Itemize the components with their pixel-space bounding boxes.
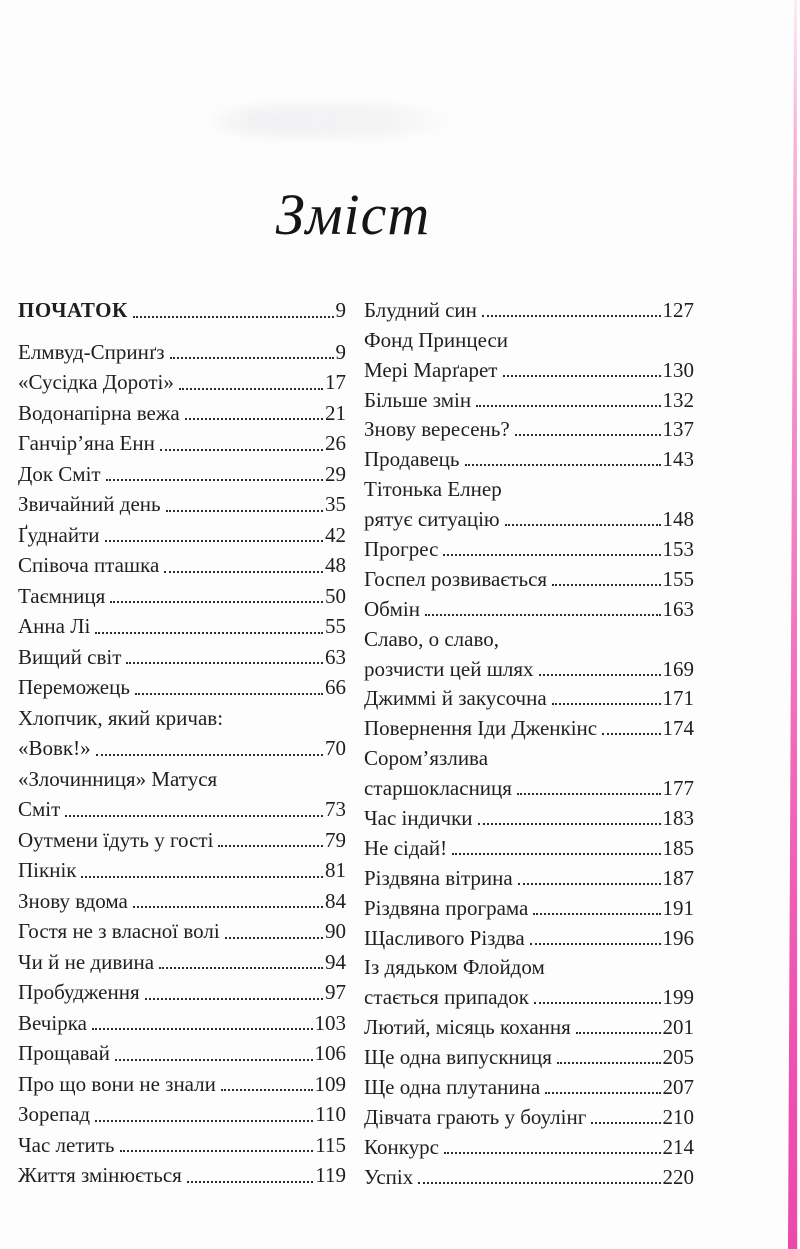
dotted-leader bbox=[185, 418, 323, 420]
toc-entry-title: Конкурс bbox=[364, 1134, 439, 1159]
toc-entry-title: Фонд Принцеси bbox=[364, 327, 509, 352]
toc-entry-page-number: 26 bbox=[325, 431, 346, 456]
toc-entry-title: Щасливого Різдва bbox=[364, 925, 525, 950]
dotted-leader bbox=[539, 674, 661, 676]
dotted-leader bbox=[133, 316, 334, 318]
toc-entry-title: Вищий світ bbox=[18, 644, 122, 669]
toc-entry-page-number: 196 bbox=[662, 925, 694, 950]
toc-entry-title: Обмін bbox=[364, 596, 421, 621]
toc-entry-page-number: 66 bbox=[325, 675, 346, 700]
dotted-leader bbox=[115, 1059, 313, 1061]
toc-entry bbox=[18, 1034, 346, 1065]
toc-entry-title: Чи й не дивина bbox=[18, 949, 155, 974]
dotted-leader bbox=[515, 434, 661, 436]
toc-entry bbox=[364, 440, 694, 470]
toc-entry-page-number: 106 bbox=[314, 1041, 346, 1066]
toc-entry bbox=[364, 859, 694, 889]
dotted-leader bbox=[133, 906, 323, 908]
dotted-leader bbox=[95, 632, 323, 634]
toc-entry bbox=[18, 394, 346, 425]
toc-entry-title: Час летить bbox=[18, 1132, 115, 1157]
toc-entry bbox=[364, 949, 694, 979]
toc-entry-page-number: 55 bbox=[325, 614, 346, 639]
toc-entry-title: Елмвуд-Спринґз bbox=[18, 339, 165, 364]
toc-entry-page-number: 21 bbox=[325, 400, 346, 425]
toc-entry-page-number: 81 bbox=[325, 858, 346, 883]
toc-entry-title: Не сідай! bbox=[364, 835, 448, 860]
dotted-leader bbox=[166, 510, 323, 512]
dotted-leader bbox=[452, 853, 660, 855]
dotted-leader bbox=[164, 571, 323, 573]
dotted-leader bbox=[557, 1062, 661, 1064]
toc-entry bbox=[364, 650, 694, 680]
toc-entry-title: Вечірка bbox=[18, 1010, 87, 1035]
toc-entry bbox=[364, 1128, 694, 1158]
toc-entry-page-number: 148 bbox=[662, 507, 694, 532]
toc-entry-title: Ганчір’яна Енн bbox=[18, 431, 155, 456]
toc-entry-page-number: 155 bbox=[662, 566, 694, 591]
toc-entry bbox=[364, 470, 694, 500]
toc-entry-title: Хлопчик, який кричав: bbox=[18, 705, 224, 730]
toc-entry-page-number: 17 bbox=[325, 370, 346, 395]
dotted-leader bbox=[160, 449, 323, 451]
toc-entry-title: Сором’язлива bbox=[364, 746, 489, 771]
dotted-leader bbox=[444, 1152, 661, 1154]
toc-entry-title: Переможець bbox=[18, 675, 130, 700]
toc-entry bbox=[18, 851, 346, 882]
toc-entry-title: Джиммі й закусочна bbox=[364, 686, 547, 711]
toc-entry bbox=[18, 455, 346, 486]
toc-entry bbox=[18, 699, 346, 730]
dotted-leader bbox=[96, 754, 323, 756]
toc-entry bbox=[18, 577, 346, 608]
toc-entry bbox=[364, 590, 694, 620]
toc-entry-title: Ще одна плутанина bbox=[364, 1075, 541, 1099]
dotted-leader bbox=[225, 937, 323, 939]
toc-entry-title: Повернення Іди Дженкінс bbox=[364, 716, 598, 741]
toc-entry-title: Більше змін bbox=[364, 387, 472, 412]
dotted-leader bbox=[517, 793, 661, 795]
toc-entry-page-number: 132 bbox=[662, 387, 694, 412]
toc-column-left bbox=[18, 291, 346, 1188]
toc-entry-title: Таємниця bbox=[18, 583, 106, 608]
dotted-leader bbox=[120, 1150, 314, 1152]
toc-entry bbox=[364, 500, 694, 530]
toc-entry-page-number: 35 bbox=[325, 492, 346, 517]
dotted-leader bbox=[126, 662, 323, 664]
dotted-leader bbox=[552, 584, 660, 586]
dotted-leader bbox=[418, 1182, 660, 1184]
toc-entry-title: Співоча пташка bbox=[18, 553, 160, 578]
toc-entry-title: Час індички bbox=[364, 805, 473, 830]
dotted-leader bbox=[92, 1028, 313, 1030]
toc-entry-page-number: 94 bbox=[325, 949, 346, 974]
toc-entry bbox=[364, 321, 694, 351]
toc-entry-page-number: 48 bbox=[325, 553, 346, 578]
toc-entry bbox=[18, 760, 346, 791]
toc-entry bbox=[364, 1158, 694, 1188]
toc-entry-page-number: 110 bbox=[315, 1102, 346, 1127]
toc-entry-title: Славо, о славо, bbox=[364, 626, 499, 651]
toc-entry-title: Лютий, місяць кохання bbox=[364, 1015, 571, 1040]
toc-entry-title: Життя змінюється bbox=[18, 1163, 182, 1188]
toc-entry-title: розчисти цей шлях bbox=[364, 656, 534, 681]
toc-entry-page-number: 130 bbox=[662, 357, 694, 382]
toc-entry-title: стається припадок bbox=[364, 985, 529, 1010]
toc-entry bbox=[18, 790, 346, 821]
toc-entry bbox=[364, 799, 694, 829]
toc-entry-title: Дівчата грають у боулінг bbox=[364, 1104, 587, 1129]
toc-entry-title: Мері Марґарет bbox=[364, 357, 498, 382]
dotted-leader bbox=[534, 1002, 661, 1004]
dotted-leader bbox=[503, 375, 661, 377]
toc-entry-page-number: 143 bbox=[662, 447, 694, 472]
toc-entry-page-number: 185 bbox=[662, 835, 694, 860]
toc-entry-title: рятує ситуацію bbox=[364, 507, 500, 532]
toc-entry-page-number: 115 bbox=[315, 1132, 346, 1157]
toc-entry-page-number: 171 bbox=[662, 686, 694, 711]
dotted-leader bbox=[443, 554, 660, 556]
toc-entry-title: «Сусідка Дороті» bbox=[18, 370, 174, 395]
toc-entry-title: Пробудження bbox=[18, 980, 140, 1005]
toc-entry-page-number: 153 bbox=[662, 536, 694, 561]
toc-entry bbox=[364, 680, 694, 710]
dotted-leader bbox=[159, 967, 323, 969]
dotted-leader bbox=[545, 1092, 660, 1094]
book-fore-edge-strip bbox=[788, 0, 798, 1249]
dotted-leader bbox=[576, 1032, 661, 1034]
dotted-leader bbox=[170, 357, 334, 359]
dotted-leader bbox=[476, 405, 660, 407]
toc-entry-title: Різдвяна вітрина bbox=[364, 865, 513, 890]
toc-entry-page-number: 84 bbox=[325, 888, 346, 913]
toc-entry bbox=[364, 530, 694, 560]
dotted-leader bbox=[505, 524, 661, 526]
toc-entry-title: Анна Лі bbox=[18, 614, 91, 639]
toc-entry-title: Гостя не з власної волі bbox=[18, 919, 220, 944]
toc-column-right bbox=[364, 291, 694, 1188]
toc-entry bbox=[364, 769, 694, 799]
toc-entry-title: Госпел розвивається bbox=[364, 566, 548, 591]
toc-entry-page-number: 205 bbox=[662, 1045, 694, 1070]
dotted-leader bbox=[135, 693, 323, 695]
toc-entry bbox=[364, 291, 694, 321]
dotted-leader bbox=[179, 388, 323, 390]
dotted-leader bbox=[425, 614, 660, 616]
toc-entry-page-number: 163 bbox=[662, 596, 694, 621]
dotted-leader bbox=[602, 733, 660, 735]
toc-entry-page-number: 73 bbox=[325, 797, 346, 822]
toc-entry-page-number: 42 bbox=[325, 522, 346, 547]
dotted-leader bbox=[110, 601, 323, 603]
toc-entry bbox=[18, 546, 346, 577]
page-title: Зміст bbox=[275, 182, 431, 247]
toc-entry-page-number: 79 bbox=[325, 827, 346, 852]
toc-entry-page-number: 169 bbox=[662, 656, 694, 681]
dotted-leader bbox=[552, 703, 661, 705]
toc-entry bbox=[364, 1038, 694, 1068]
toc-entry bbox=[18, 1126, 346, 1157]
dotted-leader bbox=[218, 845, 323, 847]
toc-entry bbox=[18, 973, 346, 1004]
toc-entry-page-number: 127 bbox=[662, 297, 694, 322]
dotted-leader bbox=[221, 1089, 313, 1091]
toc-entry bbox=[364, 829, 694, 859]
toc-entry bbox=[18, 1004, 346, 1035]
toc-entry-title: Успіх bbox=[364, 1164, 414, 1189]
toc-entry bbox=[364, 1008, 694, 1038]
dotted-leader bbox=[533, 913, 660, 915]
toc-entry bbox=[18, 912, 346, 943]
toc-entry bbox=[18, 1065, 346, 1096]
toc-entry-page-number: 29 bbox=[325, 461, 346, 486]
toc-entry-page-number: 103 bbox=[314, 1010, 346, 1035]
dotted-leader bbox=[145, 998, 323, 1000]
toc-entry-page-number: 220 bbox=[662, 1164, 694, 1189]
toc-entry-page-number: 9 bbox=[335, 339, 346, 364]
dotted-leader bbox=[105, 540, 323, 542]
toc-entry-page-number: 97 bbox=[325, 980, 346, 1005]
toc-entry-title: Сміт bbox=[18, 797, 61, 822]
toc-entry bbox=[364, 351, 694, 381]
dotted-leader bbox=[95, 1120, 313, 1122]
toc-entry-title: Продавець bbox=[364, 447, 460, 472]
dotted-leader bbox=[465, 464, 661, 466]
toc-entry-page-number: 199 bbox=[662, 985, 694, 1010]
dotted-leader bbox=[81, 876, 323, 878]
toc-entry bbox=[364, 889, 694, 919]
toc-entry bbox=[18, 668, 346, 699]
dotted-leader bbox=[591, 1122, 660, 1124]
toc-entry bbox=[18, 882, 346, 913]
toc-entry bbox=[18, 333, 346, 364]
toc-entry-title: «Вовк!» bbox=[18, 736, 91, 761]
toc-entry-page-number: 187 bbox=[662, 865, 694, 890]
toc-entry-title: Про що вони не знали bbox=[18, 1071, 216, 1096]
toc-entry bbox=[364, 709, 694, 739]
toc-entry-title: Зорепад bbox=[18, 1102, 91, 1127]
toc-entry bbox=[18, 1095, 346, 1126]
toc-entry-page-number: 109 bbox=[314, 1071, 346, 1096]
toc-entry-page-number: 50 bbox=[325, 583, 346, 608]
toc-entry-title: «Злочинниця» Матуся bbox=[18, 766, 218, 791]
toc-entry-page-number: 177 bbox=[662, 776, 694, 801]
toc-entry bbox=[18, 729, 346, 760]
toc-entry bbox=[364, 978, 694, 1008]
toc-entry bbox=[364, 381, 694, 411]
toc-entry bbox=[18, 485, 346, 516]
toc-entry-title: Різдвяна програма bbox=[364, 895, 529, 920]
toc-entry bbox=[364, 739, 694, 769]
toc-entry-title: Пікнік bbox=[18, 858, 77, 883]
toc-entry-title: Блудний син bbox=[364, 297, 477, 322]
toc-entry-title: Знову вдома bbox=[18, 888, 128, 913]
toc-entry bbox=[18, 638, 346, 669]
toc-entry bbox=[18, 291, 346, 322]
toc-entry-title: Оутмени їдуть у гості bbox=[18, 827, 214, 852]
dotted-leader bbox=[65, 815, 323, 817]
toc-entry-page-number: 207 bbox=[662, 1075, 694, 1099]
dotted-leader bbox=[478, 823, 661, 825]
toc-entry-title: Док Сміт bbox=[18, 461, 101, 486]
dotted-leader bbox=[187, 1181, 313, 1183]
toc-entry bbox=[18, 607, 346, 638]
toc-entry-page-number: 174 bbox=[662, 716, 694, 741]
table-of-contents bbox=[18, 291, 694, 1188]
toc-entry-page-number: 191 bbox=[662, 895, 694, 920]
toc-entry-page-number: 183 bbox=[662, 805, 694, 830]
toc-entry-title: Знову вересень? bbox=[364, 417, 510, 442]
toc-entry-title: старшокласниця bbox=[364, 776, 512, 801]
toc-entry-page-number: 119 bbox=[315, 1163, 346, 1188]
toc-entry-title: Ґуднайти bbox=[18, 522, 100, 547]
toc-entry bbox=[364, 560, 694, 590]
toc-entry bbox=[18, 943, 346, 974]
toc-entry bbox=[364, 919, 694, 949]
toc-entry bbox=[364, 620, 694, 650]
toc-entry bbox=[18, 1156, 346, 1187]
toc-entry-title: Тітонька Елнер bbox=[364, 477, 502, 502]
dotted-leader bbox=[530, 943, 661, 945]
toc-entry-title: Водонапірна вежа bbox=[18, 400, 180, 425]
dotted-leader bbox=[518, 883, 661, 885]
toc-entry bbox=[18, 516, 346, 547]
toc-entry-page-number: 9 bbox=[335, 298, 346, 323]
toc-entry-page-number: 63 bbox=[325, 644, 346, 669]
toc-entry-page-number: 210 bbox=[662, 1104, 694, 1129]
toc-entry bbox=[18, 821, 346, 852]
dotted-leader bbox=[106, 479, 323, 481]
toc-entry-title: Ще одна випускниця bbox=[364, 1045, 552, 1070]
page-showthrough-smudge bbox=[200, 104, 460, 138]
toc-entry-page-number: 201 bbox=[662, 1015, 694, 1040]
dotted-leader bbox=[482, 315, 661, 317]
toc-entry-page-number: 137 bbox=[662, 417, 694, 442]
toc-entry bbox=[364, 1098, 694, 1128]
toc-entry-title: ПОЧАТОК bbox=[18, 298, 128, 323]
toc-entry-title: Із дядьком Флойдом bbox=[364, 955, 545, 980]
toc-entry-title: Прогрес bbox=[364, 536, 439, 561]
toc-entry bbox=[364, 1068, 694, 1098]
toc-entry bbox=[18, 424, 346, 455]
toc-entry-title: Звичайний день bbox=[18, 492, 161, 517]
toc-entry bbox=[364, 411, 694, 441]
toc-entry bbox=[18, 363, 346, 394]
toc-entry-title: Прощавай bbox=[18, 1041, 110, 1066]
toc-entry-page-number: 90 bbox=[325, 919, 346, 944]
toc-entry-page-number: 214 bbox=[662, 1134, 694, 1159]
toc-entry-page-number: 70 bbox=[325, 736, 346, 761]
